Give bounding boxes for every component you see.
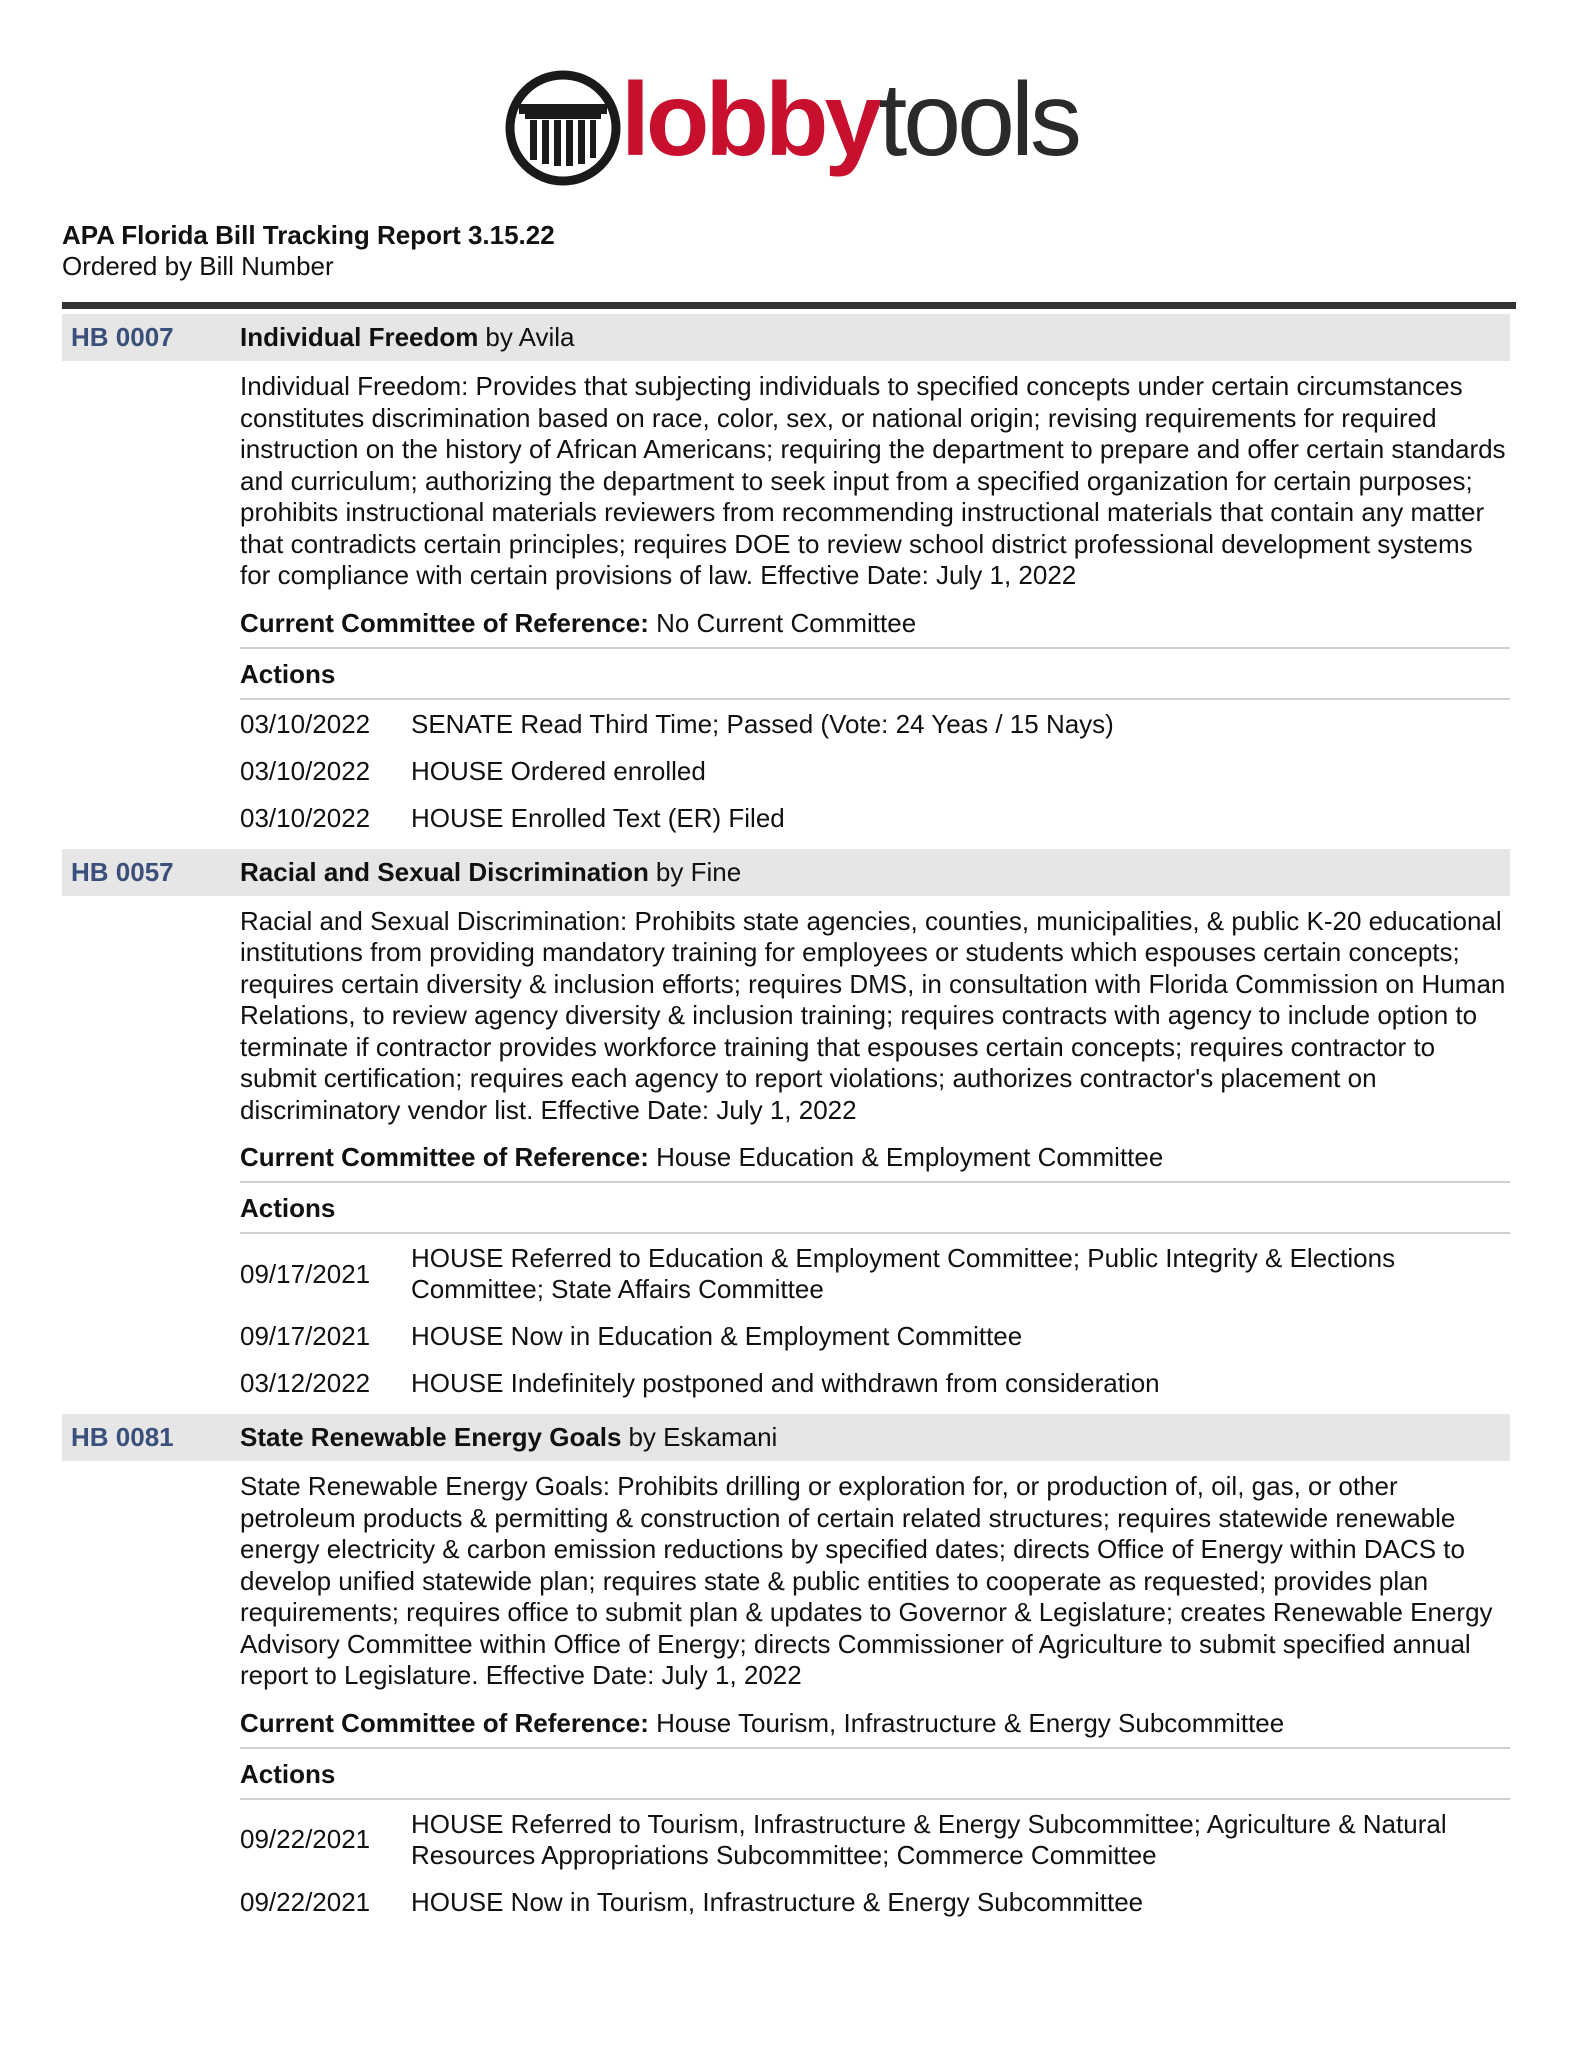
action-row [240,700,1510,747]
bill-title: State Renewable Energy Goals [240,1422,622,1452]
bill-list [62,314,1510,1933]
committee-label: Current Committee of Reference: [240,607,649,638]
action-date: 09/22/2021 [240,1886,371,1917]
logo-word-tools: tools [878,62,1079,178]
bill-body [240,361,1510,841]
bill-body [240,896,1510,1407]
bill-title: Individual Freedom [240,322,479,352]
logo-word-lobby: lobby [621,62,879,178]
action-date: 09/22/2021 [240,1824,371,1854]
committee-value: House Tourism, Infrastructure & Energy Subcommittee [656,1707,1285,1738]
action-date: 03/10/2022 [240,802,371,833]
bill-spacer [62,1406,1510,1414]
report-header [62,220,555,282]
report-title: APA Florida Bill Tracking Report 3.15.22 [62,220,555,250]
bill-sponsor: by Fine [655,856,742,887]
action-row [240,1878,1510,1925]
action-row [240,1312,1510,1359]
action-text: SENATE Read Third Time; Passed (Vote: 24 Yeas / 15 Nays) [411,708,1114,739]
action-date: 03/10/2022 [240,708,371,739]
bill-header [62,314,1510,361]
bill-entry [62,314,1510,849]
bill-sponsor: by Avila [485,322,575,352]
bill-title: Racial and Sexual Discrimination [240,856,649,887]
actions-heading: Actions [240,649,1510,700]
bill-number[interactable]: HB 0007 [71,322,174,352]
committee-of-reference [240,592,1510,649]
action-date: 09/17/2021 [240,1321,371,1351]
action-date: 03/10/2022 [240,755,371,786]
bill-header [62,1414,1510,1461]
bill-entry [62,1414,1510,1933]
action-text: HOUSE Now in Tourism, Infrastructure & Energy Subcommittee [411,1886,1144,1917]
action-text: HOUSE Now in Education & Employment Committee [411,1321,1023,1351]
actions-heading: Actions [240,1749,1510,1800]
actions-heading: Actions [240,1183,1510,1234]
action-date: 09/17/2021 [240,1258,371,1289]
action-row [240,1800,1510,1878]
committee-label: Current Committee of Reference: [240,1142,649,1172]
bill-description: State Renewable Energy Goals: Prohibits drilling or exploration for, or production of, oil, gas, or other petroleum products & permitting & construction of certain related structures; requires statewide renewable energy electricity & carbon emission reductions by specified dates; directs Office of Energy within DACS to develop unified statewide plan; requires state & public entities to cooperate as requested; provides plan requirements; requires office to submit plan & updates to Governor & Legislature; creates Renewable Energy Advisory Committee within Office of Energy; directs Commissioner of Agriculture to submit specified annual report to Legislature. Effective Date: July 1, 2022 [240,1471,1493,1690]
bill-sponsor: by Eskamani [628,1422,778,1452]
capitol-columns-icon [505,70,621,186]
action-row [240,747,1510,794]
committee-value: House Education & Employment Committee [656,1142,1164,1172]
action-text: HOUSE Referred to Education & Employment Committee; Public Integrity & Elections Committee; State Affairs Committee [411,1243,1396,1304]
action-row [240,1234,1510,1312]
committee-value: No Current Committee [656,607,917,638]
bill-spacer [62,1925,1510,1933]
committee-of-reference [240,1126,1510,1183]
action-row [240,1359,1510,1406]
committee-of-reference [240,1692,1510,1749]
bill-body [240,1461,1510,1925]
action-text: HOUSE Ordered enrolled [411,755,706,786]
lobbytools-logo [505,62,1079,186]
action-text: HOUSE Enrolled Text (ER) Filed [411,802,785,833]
bill-header [62,849,1510,896]
bill-entry [62,849,1510,1415]
bill-spacer [62,841,1510,849]
bill-description: Racial and Sexual Discrimination: Prohibits state agencies, counties, municipalities, & public K-20 educational institutions from providing mandatory training for employees or students which espouses certain concepts; requires certain diversity & inclusion efforts; requires DMS, in consultation with Florida Commission on Human Relations, to review agency diversity & inclusion training; requires contracts with agency to include option to terminate if contractor provides workforce training that espouses certain concepts; requires contractor to submit certification; requires each agency to report violations; authorizes contractor's placement on discriminatory vendor list. Effective Date: July 1, 2022 [240,905,1506,1125]
action-text: HOUSE Referred to Tourism, Infrastructure & Energy Subcommittee; Agriculture & Natural Resources Appropriations Subcommittee; Commerce Committee [411,1808,1447,1870]
committee-label: Current Committee of Reference: [240,1707,649,1738]
header-rule [62,302,1516,309]
bill-number[interactable]: HB 0057 [71,856,174,887]
bill-number[interactable]: HB 0081 [71,1422,174,1452]
bill-description: Individual Freedom: Provides that subjecting individuals to specified concepts under certain circumstances constitutes discrimination based on race, color, sex, or national origin; revising requirements for required instruction on the history of African Americans; requiring the department to prepare and offer certain standards and curriculum; authorizing the department to seek input from a specified organization for certain purposes; prohibits instructional materials reviewers from recommending instructional materials that contain any matter that contradicts certain principles; requires DOE to review school district professional development systems for compliance with certain provisions of law. Effective Date: July 1, 2022 [240,371,1506,590]
report-subtitle: Ordered by Bill Number [62,251,334,281]
action-date: 03/12/2022 [240,1368,371,1398]
action-text: HOUSE Indefinitely postponed and withdrawn from consideration [411,1368,1160,1398]
action-row [240,794,1510,841]
